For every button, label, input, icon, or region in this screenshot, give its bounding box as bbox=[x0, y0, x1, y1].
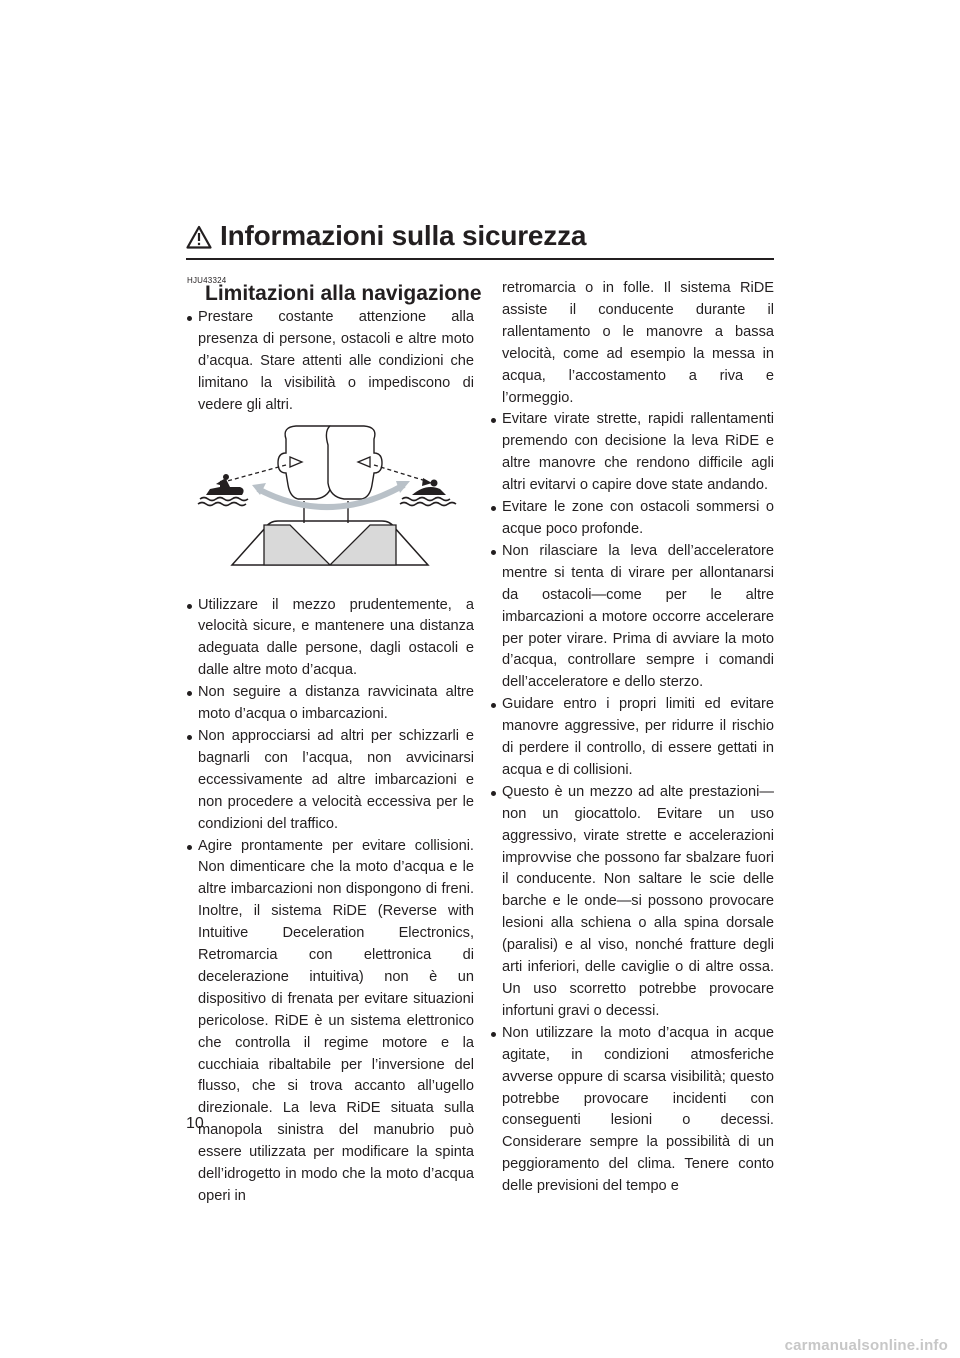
bullet-item: Non approcciarsi ad altri per schizzarli e bagnarli con l’acqua, non avvicinarsi eccessivamente ad altre imbarcazioni e non procedere a velocità eccessiva per le condizioni del traffico. bbox=[186, 726, 474, 836]
rider-looking-both-ways-illustration bbox=[186, 423, 474, 583]
head-right bbox=[326, 426, 382, 499]
right-column bbox=[490, 278, 774, 1198]
bullet-item: Non rilasciare la leva dell’acceleratore mentre si tenta di virare per allontanarsi da ostacoli—come per le altre imbarcazioni a motore occorre accelerare per poter virare. Prima di avviare la moto d’acqua, controllare sempre i comandi dell’acceleratore e dello sterzo. bbox=[490, 541, 774, 694]
page-header bbox=[186, 222, 774, 260]
section-title: Limitazioni alla navigazione bbox=[205, 282, 482, 305]
bullet-item: Non utilizzare la moto d’acqua in acque agitate, in condizioni atmosferiche avverse oppure di scarsa visibilità; questo potrebbe provocare incidenti con conseguenti lesioni o decessi. Considerare sempre la possibilità di un peggioramento del clima. Tenere conto delle previsioni del tempo e bbox=[490, 1023, 774, 1198]
page-title: Informazioni sulla sicurezza bbox=[220, 220, 587, 251]
bullet-item: Evitare le zone con ostacoli sommersi o acque poco profonde. bbox=[490, 497, 774, 541]
watermark: carmanualsonline.info bbox=[784, 1337, 948, 1354]
bullet-item: Guidare entro i propri limiti ed evitare manovre aggressive, per ridurre il rischio di perdere il controllo, di essere gettati in acqua e di collisioni. bbox=[490, 694, 774, 782]
head-left bbox=[278, 426, 334, 499]
left-column bbox=[186, 307, 474, 1208]
section-code: HJU43324 bbox=[187, 276, 227, 285]
bullet-item: Evitare virate strette, rapidi rallentamenti premendo con decisione la leva RiDE e altre manovre che rendono difficile agli altri evitarvi o capire dove state andando. bbox=[490, 409, 774, 497]
bullet-item: Utilizzare il mezzo prudentemente, a velocità sicure, e mantenere una distanza adeguata dalle persone, dagli ostacoli e dalle altre moto d’acqua. bbox=[186, 595, 474, 683]
bullet-item: Agire prontamente per evitare collisioni. Non dimenticare che la moto d’acqua e le altre imbarcazioni non dispongono di freni. Inoltre, il sistema RiDE (Reverse with Intuitive Deceleration Electronics, Retromarcia con elettronica di decelerazione intuitiva) non è un dispositivo di frenata per evitare situazioni pericolose. RiDE è un sistema elettronico che controlla il regime motore e la cucchiaia ribaltabile per l’inversione del flusso, che si trova accanto all’ugello direzionale. La leva RiDE situata sulla manopola sinistra del manubrio può essere utilizzata per modificare la spinta dell’idrogetto in modo che la moto d’acqua operi in bbox=[186, 836, 474, 1208]
bullet-item: Prestare costante attenzione alla presenza di persone, ostacoli e altre moto d’acqua. Stare attenti alle condizioni che limitano la visibilità o impediscono di vedere gli altri. bbox=[186, 307, 474, 417]
bullet-item: Questo è un mezzo ad alte prestazioni—non un giocattolo. Evitare un uso aggressivo, virate strette e accelerazioni improvvise che possono far sbalzare fuori il conducente. Non saltare le scie delle barche e le onde—si possono provocare lesioni alla schiena o alla spina dorsale (paralisi) e al viso, nonché fratture degli arti inferiori, delle caviglie o di altre ossa. Un uso scorretto potrebbe provocare infortuni gravi o decessi. bbox=[490, 782, 774, 1023]
page-number: 10 bbox=[186, 1115, 204, 1132]
torso-outline bbox=[232, 521, 428, 565]
warning-triangle-icon bbox=[186, 225, 212, 249]
bullet-item: Non seguire a distanza ravvicinata altre moto d’acqua o imbarcazioni. bbox=[186, 682, 474, 726]
watercraft-left-icon bbox=[198, 474, 248, 506]
continued-paragraph: retromarcia o in folle. Il sistema RiDE assiste il conducente durante il rallentamento o le manovre a bassa velocità, come ad esempio la messa in acqua, l’accostamento a riva e l’ormeggio. bbox=[502, 280, 774, 406]
